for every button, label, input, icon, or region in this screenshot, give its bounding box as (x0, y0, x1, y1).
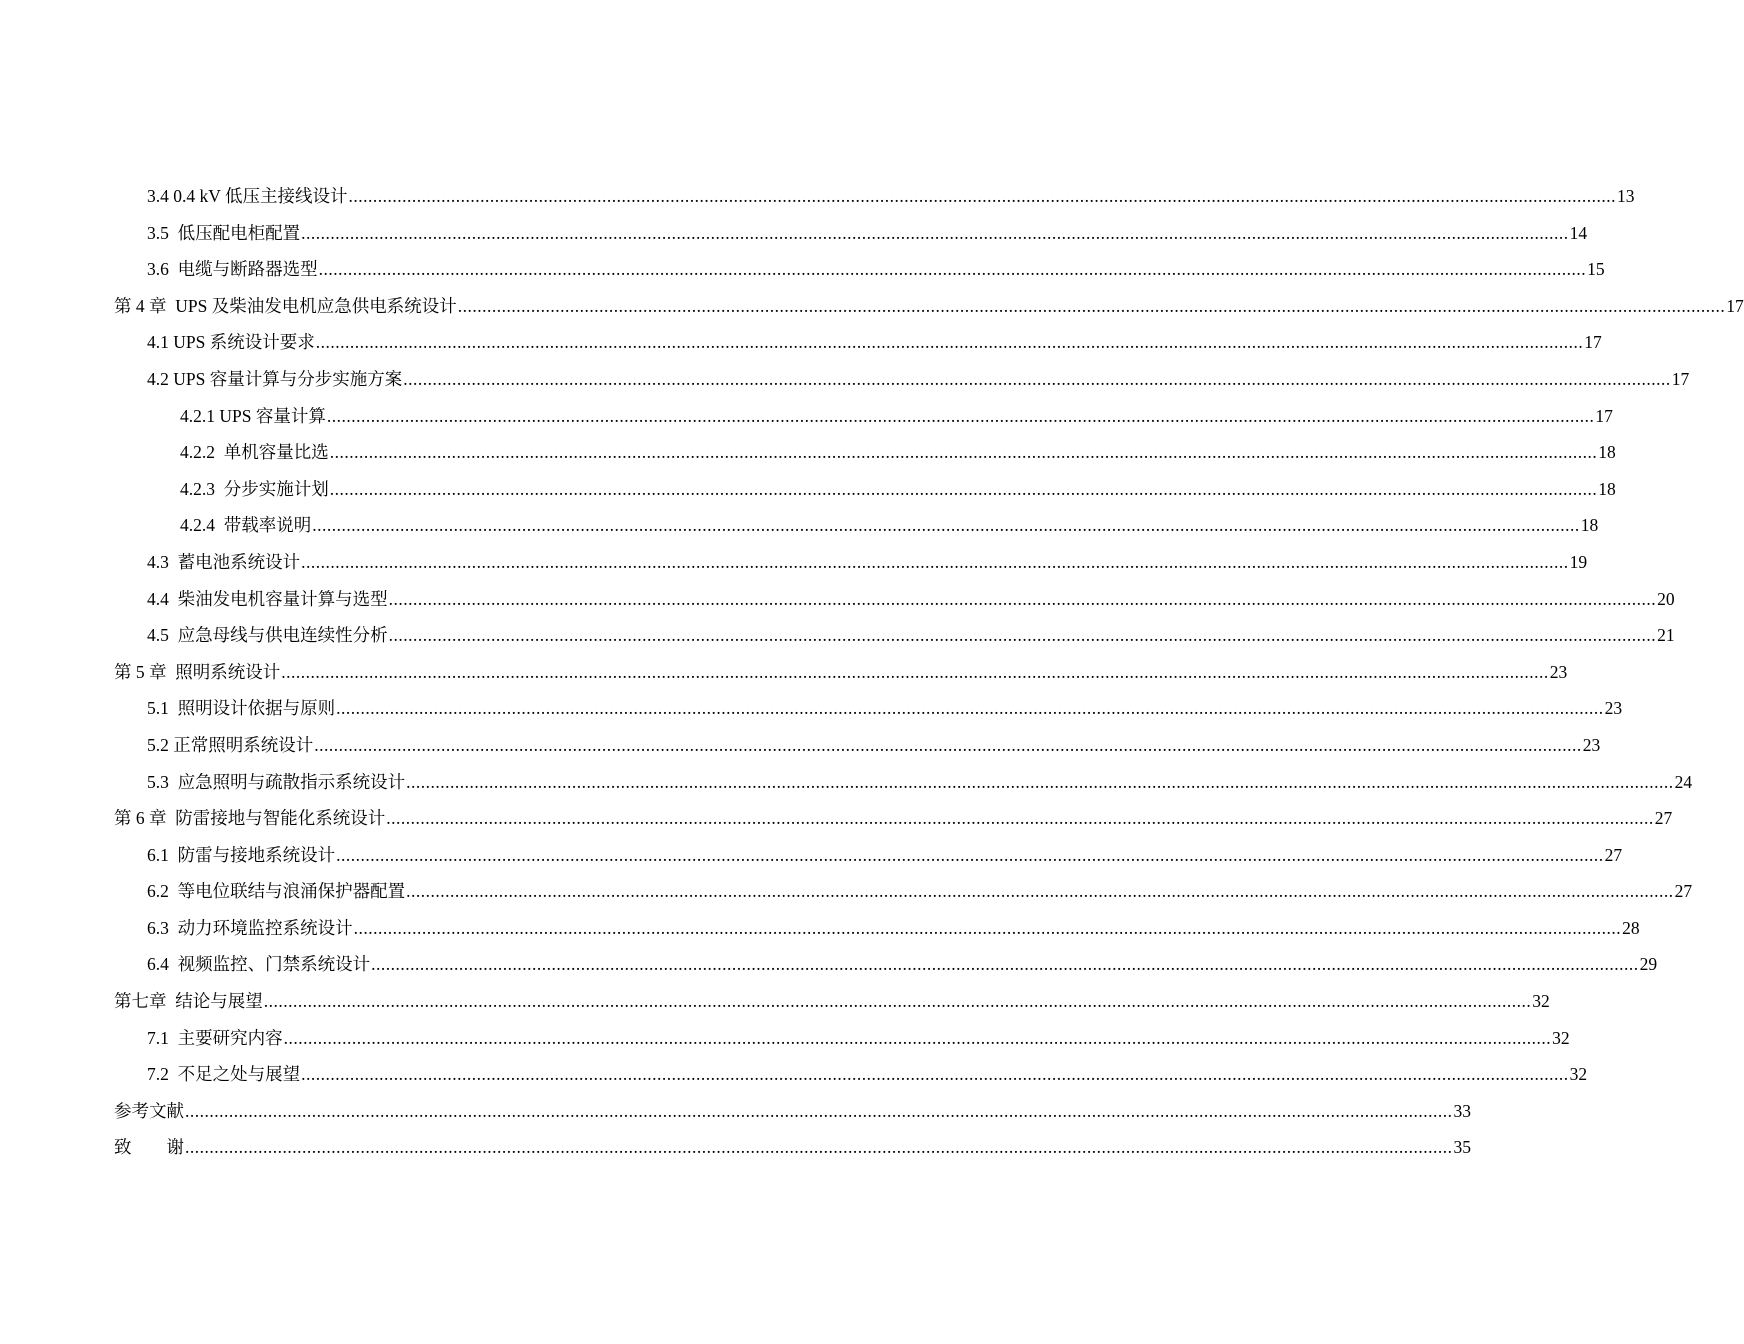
toc-entry[interactable] (0, 800, 1673, 837)
toc-entry[interactable] (0, 434, 1616, 471)
toc-dot-leader: .................................................................................................................................................................................................................................................................... (336, 698, 1604, 719)
toc-entry-line (147, 581, 1675, 618)
toc-entry-title: 3.6 电缆与断路器选型 (147, 259, 318, 280)
toc-entry-line (147, 361, 1690, 398)
toc-entry-title: 5.1 照明设计依据与原则 (147, 698, 336, 719)
toc-entry-title: 4.2.2 单机容量比选 (180, 442, 329, 463)
toc-entry-line (180, 398, 1613, 435)
toc-entry-page-number: 19 (1569, 551, 1588, 572)
toc-dot-leader: .................................................................................................................................................................................................................................................................... (318, 259, 1587, 280)
toc-entry-title: 致 谢 (114, 1137, 184, 1158)
toc-entry-title: 6.2 等电位联结与浪涌保护器配置 (147, 881, 406, 902)
toc-entry-page-number: 17 (1584, 332, 1602, 353)
toc-entry[interactable] (0, 1129, 1471, 1166)
toc-dot-leader: .................................................................................................................................................................................................................................................................... (185, 1137, 1453, 1158)
toc-entry-page-number: 17 (1671, 368, 1690, 389)
toc-dot-leader: .................................................................................................................................................................................................................................................................... (386, 808, 1654, 829)
toc-dot-leader: .................................................................................................................................................................................................................................................................... (371, 954, 1639, 975)
toc-entry-line (114, 288, 1744, 325)
toc-dot-leader: .................................................................................................................................................................................................................................................................... (353, 917, 1622, 938)
toc-entry-line (147, 837, 1623, 874)
toc-entry-page-number: 15 (1587, 259, 1605, 280)
toc-dot-leader: .................................................................................................................................................................................................................................................................... (185, 1100, 1453, 1121)
toc-entry-line (114, 1093, 1471, 1130)
toc-entry-line (147, 324, 1602, 361)
toc-entry[interactable] (0, 873, 1693, 910)
toc-entry[interactable] (0, 946, 1658, 983)
toc-entry-title: 第 5 章 照明系统设计 (114, 661, 281, 682)
toc-entry[interactable] (0, 398, 1613, 435)
toc-entry-title: 4.5 应急母线与供电连续性分析 (147, 625, 388, 646)
toc-entry-line (147, 251, 1605, 288)
toc-entry-page-number: 27 (1604, 844, 1623, 865)
toc-entry-title: 7.1 主要研究内容 (147, 1027, 283, 1048)
toc-entry-title: 5.2 正常照明系统设计 (147, 734, 314, 755)
toc-entry-line (147, 764, 1693, 801)
toc-entry-line (147, 873, 1693, 910)
toc-entry-page-number: 32 (1532, 991, 1550, 1012)
toc-entry[interactable] (0, 251, 1605, 288)
toc-entry-title: 3.5 低压配电柜配置 (147, 222, 301, 243)
toc-entry-title: 第七章 结论与展望 (114, 991, 263, 1012)
toc-entry-page-number: 23 (1549, 661, 1568, 682)
toc-entry[interactable] (0, 1056, 1588, 1093)
toc-entry-page-number: 18 (1598, 478, 1616, 499)
toc-entry-title: 6.1 防雷与接地系统设计 (147, 844, 336, 865)
toc-entry-title: 4.4 柴油发电机容量计算与选型 (147, 588, 388, 609)
toc-entry[interactable] (0, 764, 1693, 801)
toc-entry-line (114, 654, 1568, 691)
toc-entry-page-number: 23 (1604, 698, 1623, 719)
toc-entry-line (147, 946, 1658, 983)
toc-entry-line (147, 910, 1640, 947)
toc-entry-title: 6.4 视频监控、门禁系统设计 (147, 954, 371, 975)
toc-entry[interactable] (0, 544, 1588, 581)
toc-entry-page-number: 32 (1569, 1064, 1588, 1085)
toc-entry[interactable] (0, 361, 1690, 398)
toc-entry-title: 6.3 动力环境监控系统设计 (147, 917, 353, 938)
toc-entry-line (147, 178, 1635, 215)
toc-entry-page-number: 18 (1580, 515, 1599, 536)
toc-entry[interactable] (0, 617, 1675, 654)
toc-entry-line (114, 800, 1673, 837)
toc-entry-line (114, 983, 1550, 1020)
table-of-contents (0, 178, 1744, 1166)
toc-entry-line (180, 434, 1616, 471)
toc-entry[interactable] (0, 983, 1550, 1020)
toc-dot-leader: .................................................................................................................................................................................................................................................................... (457, 295, 1726, 316)
toc-dot-leader: .................................................................................................................................................................................................................................................................... (301, 1064, 1569, 1085)
toc-entry-page-number: 18 (1598, 442, 1616, 463)
toc-entry-page-number: 20 (1657, 588, 1675, 609)
toc-entry[interactable] (0, 581, 1675, 618)
toc-dot-leader: .................................................................................................................................................................................................................................................................... (388, 625, 1657, 646)
toc-entry[interactable] (0, 690, 1623, 727)
toc-dot-leader: .................................................................................................................................................................................................................................................................... (301, 222, 1569, 243)
toc-entry-page-number: 13 (1616, 186, 1635, 206)
toc-entry-title: 参考文献 (114, 1100, 184, 1121)
toc-entry-page-number: 17 (1726, 295, 1744, 316)
toc-dot-leader: .................................................................................................................................................................................................................................................................... (312, 515, 1580, 536)
toc-dot-leader: .................................................................................................................................................................................................................................................................... (406, 881, 1674, 902)
toc-dot-leader: .................................................................................................................................................................................................................................................................... (281, 661, 1549, 682)
toc-entry-page-number: 29 (1639, 954, 1658, 975)
toc-entry-line (180, 507, 1599, 544)
toc-dot-leader: .................................................................................................................................................................................................................................................................... (315, 332, 1584, 353)
toc-entry-page-number: 24 (1674, 771, 1693, 792)
toc-dot-leader: .................................................................................................................................................................................................................................................................... (314, 734, 1582, 755)
toc-entry[interactable] (0, 288, 1744, 325)
toc-dot-leader: .................................................................................................................................................................................................................................................................... (406, 771, 1674, 792)
toc-entry-line (147, 1020, 1570, 1057)
toc-entry[interactable] (0, 1020, 1570, 1057)
toc-dot-leader: .................................................................................................................................................................................................................................................................... (388, 588, 1657, 609)
toc-entry[interactable] (0, 910, 1640, 947)
toc-entry-line (147, 617, 1675, 654)
toc-entry-title: 4.2.4 带载率说明 (180, 515, 312, 536)
toc-entry[interactable] (0, 471, 1616, 508)
toc-entry[interactable] (0, 837, 1623, 874)
toc-entry-page-number: 27 (1654, 808, 1673, 829)
toc-entry[interactable] (0, 727, 1601, 764)
toc-entry-line (114, 1129, 1471, 1166)
toc-entry-title: 4.2.3 分步实施计划 (180, 478, 329, 499)
toc-entry-title: 5.3 应急照明与疏散指示系统设计 (147, 771, 406, 792)
toc-entry-page-number: 17 (1595, 405, 1613, 426)
toc-dot-leader: .................................................................................................................................................................................................................................................................... (263, 991, 1532, 1012)
toc-entry-line (180, 471, 1616, 508)
toc-entry-title: 7.2 不足之处与展望 (147, 1064, 301, 1085)
toc-entry-line (147, 1056, 1588, 1093)
toc-entry-title: 4.3 蓄电池系统设计 (147, 551, 301, 572)
toc-entry-page-number: 32 (1552, 1027, 1570, 1048)
toc-entry-title: 第 6 章 防雷接地与智能化系统设计 (114, 808, 386, 829)
toc-entry-line (147, 727, 1601, 764)
toc-entry-title: 4.2.1 UPS 容量计算 (180, 405, 326, 426)
toc-entry[interactable] (0, 1093, 1471, 1130)
toc-entry-line (147, 690, 1623, 727)
toc-dot-leader: .................................................................................................................................................................................................................................................................... (329, 478, 1598, 499)
toc-entry-title: 4.1 UPS 系统设计要求 (147, 332, 315, 353)
toc-entry[interactable] (0, 215, 1588, 252)
toc-dot-leader: .................................................................................................................................................................................................................................................................... (326, 405, 1595, 426)
toc-entry-title: 第 4 章 UPS 及柴油发电机应急供电系统设计 (114, 295, 457, 316)
toc-entry[interactable] (0, 178, 1635, 215)
toc-dot-leader: .................................................................................................................................................................................................................................................................... (403, 368, 1671, 389)
toc-entry-line (147, 544, 1588, 581)
toc-entry-page-number: 28 (1622, 917, 1640, 938)
toc-entry[interactable] (0, 507, 1599, 544)
toc-entry-page-number: 33 (1453, 1100, 1471, 1121)
toc-dot-leader: .................................................................................................................................................................................................................................................................... (283, 1027, 1552, 1048)
toc-dot-leader: .................................................................................................................................................................................................................................................................... (329, 442, 1598, 463)
toc-dot-leader: .................................................................................................................................................................................................................................................................... (348, 186, 1616, 206)
toc-entry-page-number: 27 (1674, 881, 1693, 902)
toc-entry-page-number: 23 (1582, 734, 1601, 755)
toc-entry-title: 4.2 UPS 容量计算与分步实施方案 (147, 368, 403, 389)
toc-entry-page-number: 21 (1657, 625, 1675, 646)
toc-dot-leader: .................................................................................................................................................................................................................................................................... (336, 844, 1604, 865)
toc-entry-line (147, 215, 1588, 252)
toc-entry-page-number: 35 (1453, 1137, 1471, 1158)
toc-entry-page-number: 14 (1569, 222, 1588, 243)
toc-entry[interactable] (0, 654, 1568, 691)
toc-entry[interactable] (0, 324, 1602, 361)
toc-dot-leader: .................................................................................................................................................................................................................................................................... (301, 551, 1569, 572)
toc-entry-title: 3.4 0.4 kV 低压主接线设计 (147, 186, 348, 206)
